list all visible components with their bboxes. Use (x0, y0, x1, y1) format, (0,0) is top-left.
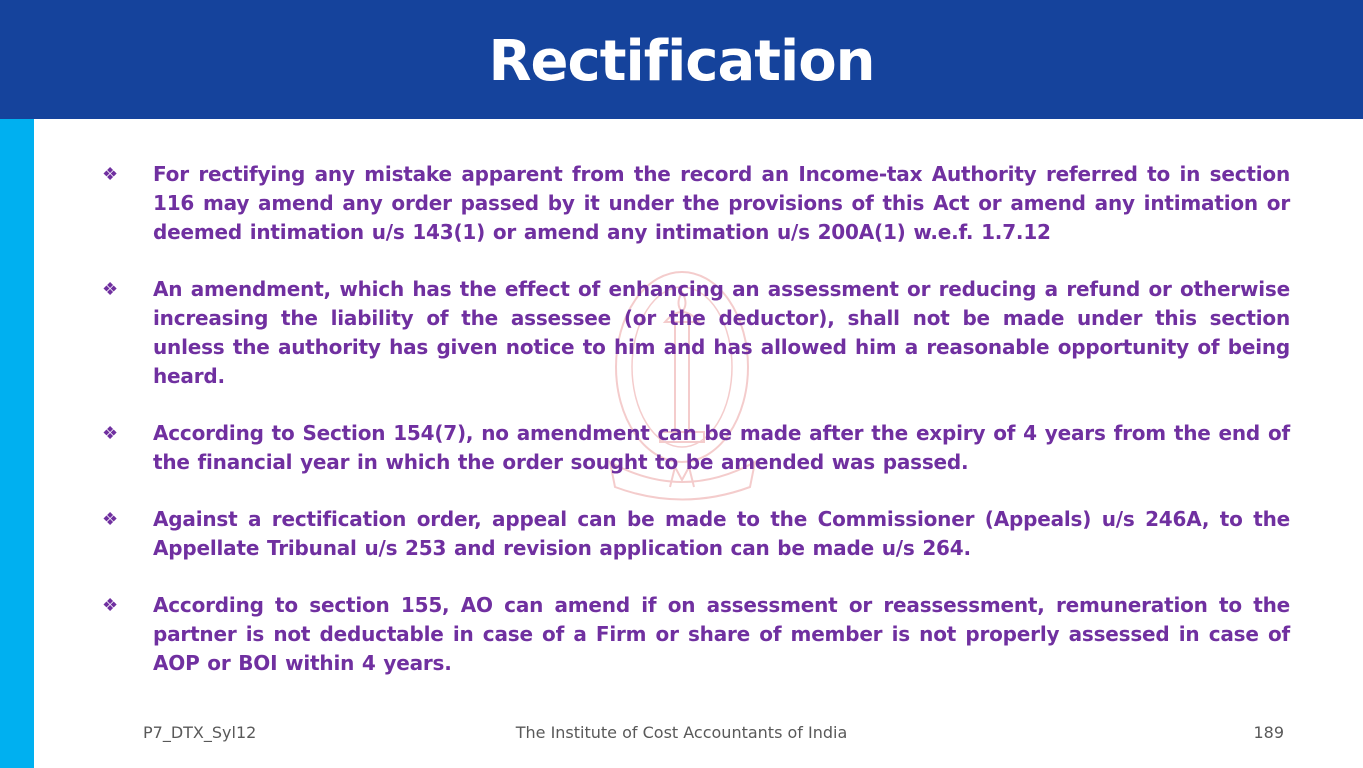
bullet-text: For rectifying any mistake apparent from the record an Income-tax Authority referred to in section 116 may amend any order passed by it under the provisions of this Act or amend any intimation or deemed intimation u/s 143(1) or amend any intimation u/s 200A(1) w.e.f. 1.7.12 (153, 162, 1290, 244)
bullet-text: According to Section 154(7), no amendment can be made after the expiry of 4 years from the end of the financial year in which the order sought to be amended was passed. (153, 421, 1290, 474)
diamond-bullet-icon: ❖ (102, 595, 119, 615)
left-accent-bar (0, 119, 34, 768)
footer-code: P7_DTX_Syl12 (143, 723, 257, 742)
diamond-bullet-icon: ❖ (102, 423, 119, 443)
bullet-text: An amendment, which has the effect of enhancing an assessment or reducing a refund or otherwise increasing the liability of the assessee (or the deductor), shall not be made under this section unless the authority has given notice to him and has allowed him a reasonable opportunity of being heard. (153, 277, 1290, 388)
slide-title: Rectification (488, 29, 875, 94)
diamond-bullet-icon: ❖ (102, 509, 119, 529)
list-item (100, 591, 1290, 678)
list-item (100, 160, 1290, 247)
footer-institute: The Institute of Cost Accountants of India (515, 723, 848, 742)
bullet-text: According to section 155, AO can amend if on assessment or reassessment, remuneration to the partner is not deductable in case of a Firm or share of member is not properly assessed in case of AOP or BOI within 4 years. (153, 593, 1290, 675)
diamond-bullet-icon: ❖ (102, 164, 119, 184)
page-number: 189 (1253, 723, 1284, 742)
bullet-text: Against a rectification order, appeal can be made to the Commissioner (Appeals) u/s 246A, to the Appellate Tribunal u/s 253 and revision application can be made u/s 264. (153, 507, 1290, 560)
title-bar (0, 0, 1363, 119)
list-item (100, 275, 1290, 391)
list-item (100, 419, 1290, 477)
list-item (100, 505, 1290, 563)
bullet-list (100, 160, 1290, 706)
diamond-bullet-icon: ❖ (102, 279, 119, 299)
